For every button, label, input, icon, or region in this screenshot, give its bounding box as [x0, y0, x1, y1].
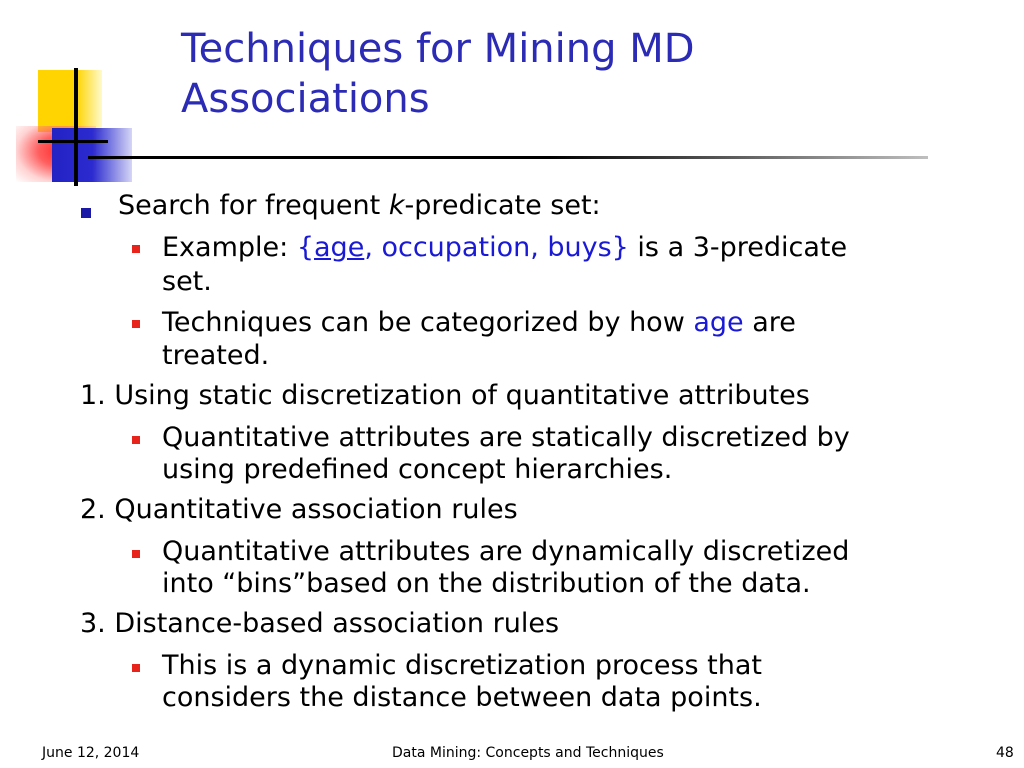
item3-sub-line2: considers the distance between data points.: [162, 682, 762, 713]
search-text-k: k: [388, 190, 405, 221]
example-suffix: is a 3-predicate: [628, 232, 848, 263]
sub-bullet-techniques-line2: treated.: [162, 340, 270, 371]
sub-bullet-example: [162, 232, 847, 264]
bullet-square-icon: [81, 208, 91, 218]
logo-horizontal-line: [38, 140, 108, 143]
search-text-a: Search for frequent: [118, 190, 389, 221]
footer-page-number: 48: [996, 745, 1014, 761]
title-rule: [88, 156, 928, 159]
numbered-item-2: 2. Quantitative association rules: [80, 494, 518, 525]
slide-title: [181, 24, 695, 124]
example-brace: {: [296, 232, 315, 263]
sub-bullet-square-icon: [132, 664, 140, 672]
item2-sub-line1: Quantitative attributes are dynamically discretized: [162, 536, 850, 567]
sub-bullet-square-icon: [132, 550, 140, 558]
slide-title-line2: Associations: [181, 76, 430, 122]
sub-bullet-square-icon: [132, 245, 140, 253]
search-text-b: -predicate set:: [404, 190, 601, 221]
item3-sub-line1: This is a dynamic discretization process that: [162, 650, 762, 681]
numbered-item-3: 3. Distance-based association rules: [80, 608, 560, 639]
sub-bullet-example-line2: set.: [162, 266, 212, 297]
bullet-search: [118, 190, 601, 222]
techniques-prefix: Techniques can be categorized by how: [162, 307, 694, 338]
sub-bullet-techniques: [162, 307, 796, 339]
sub-bullet-square-icon: [132, 436, 140, 444]
item1-sub-line1: Quantitative attributes are statically discretized by: [162, 422, 850, 453]
example-set-rest: , occupation, buys}: [364, 232, 629, 263]
example-prefix: Example:: [162, 232, 297, 263]
techniques-suffix: are: [743, 307, 796, 338]
numbered-item-1: 1. Using static discretization of quantitative attributes: [80, 380, 810, 411]
logo-blue-square: [52, 128, 132, 182]
logo-vertical-line: [74, 68, 78, 186]
item1-sub-line2: using predefined concept hierarchies.: [162, 454, 673, 485]
logo-yellow-square: [38, 70, 102, 132]
item2-sub-line2: into “bins”based on the distribution of the data.: [162, 568, 811, 599]
sub-bullet-square-icon: [132, 320, 140, 328]
techniques-age: age: [693, 307, 744, 338]
slide-logo: [0, 0, 180, 200]
footer-title: Data Mining: Concepts and Techniques: [392, 745, 664, 761]
footer-date: June 12, 2014: [42, 745, 140, 761]
example-age-link[interactable]: age: [314, 232, 365, 263]
slide-title-line1: Techniques for Mining MD: [181, 26, 695, 72]
